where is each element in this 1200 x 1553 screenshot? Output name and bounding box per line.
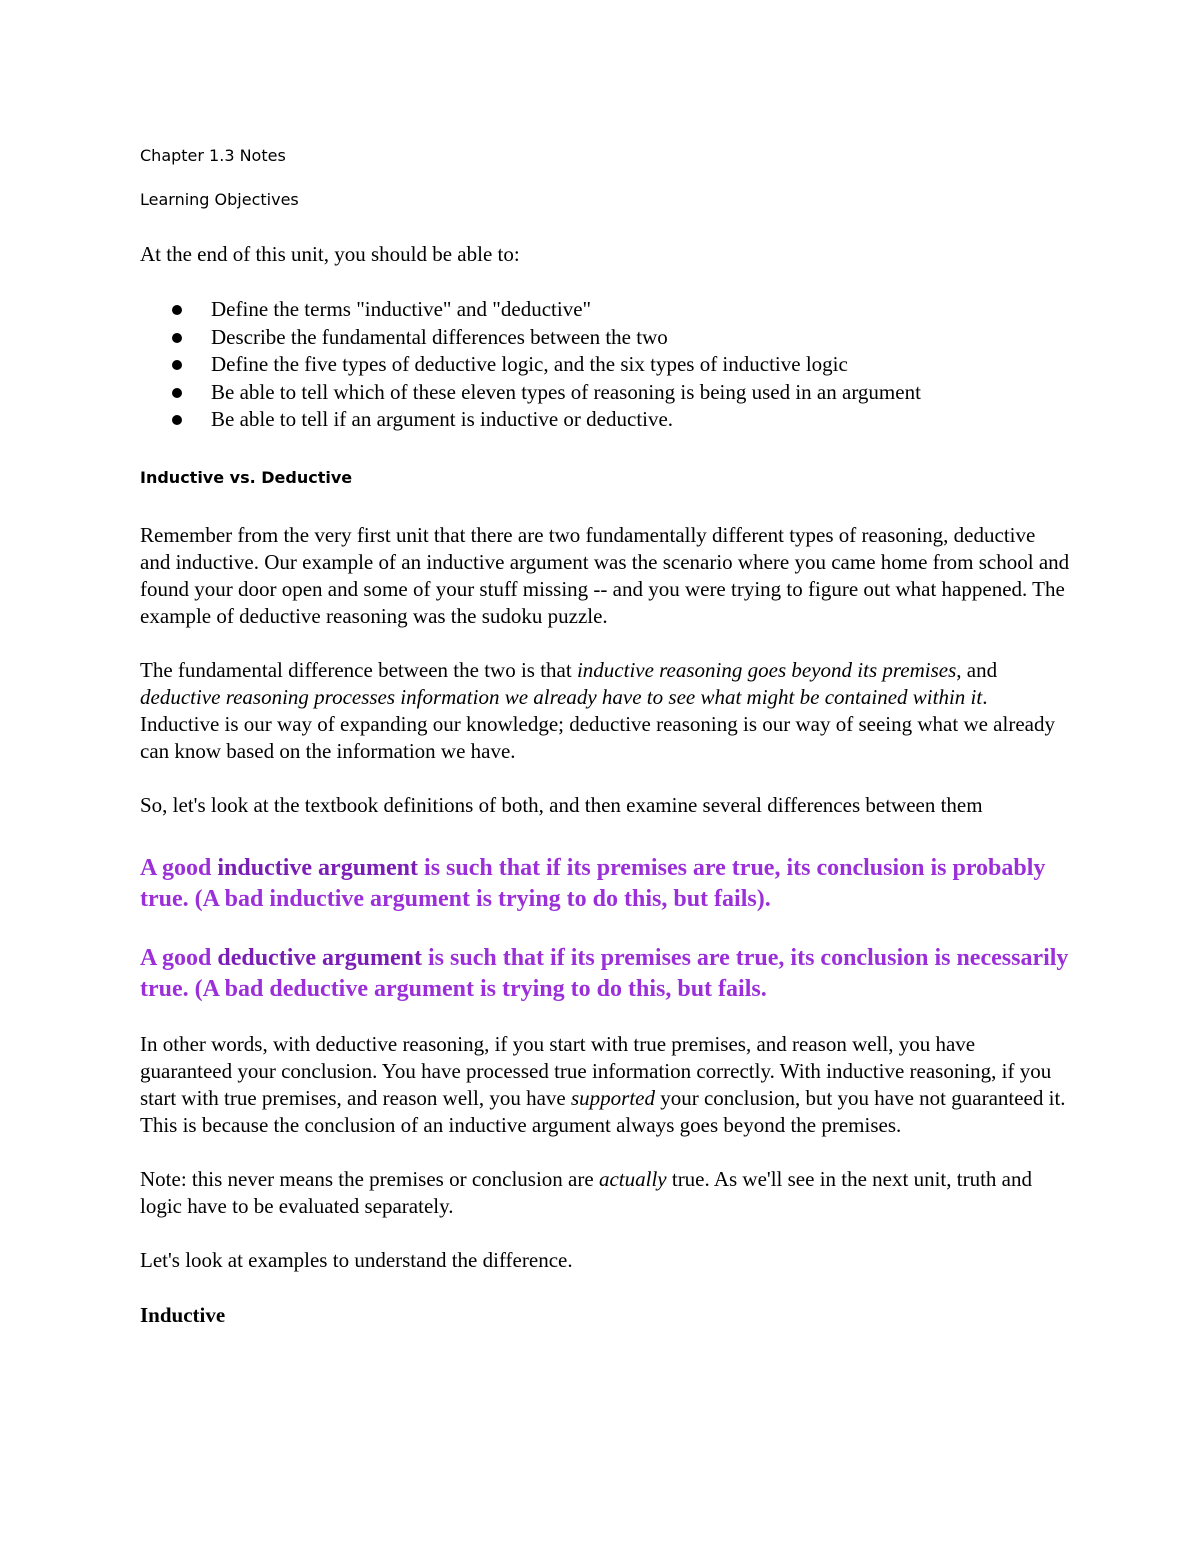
objectives-list — [140, 296, 1070, 434]
list-item — [140, 324, 1070, 352]
text-span: A good — [140, 944, 218, 971]
bullet-icon — [172, 333, 182, 343]
text-span: is such that if its premises are true, its conclusion is probably true. (A bad inductive argument is trying to do this, but fails). — [140, 854, 1046, 912]
objective-text: Define the terms "inductive" and "deductive" — [211, 297, 592, 321]
learning-objectives-heading: Learning Objectives — [140, 190, 299, 209]
definition-deductive — [140, 943, 1070, 1005]
objective-text: Be able to tell which of these eleven types of reasoning is being used in an argument — [211, 379, 921, 404]
text-span: , and — [956, 657, 998, 682]
inductive-heading: Inductive — [140, 1302, 226, 1327]
list-item — [140, 296, 1070, 324]
list-item — [140, 351, 1070, 379]
emphasis-actually: actually — [598, 1166, 667, 1191]
paragraph-in-other-words — [140, 1031, 1070, 1139]
bullet-icon — [172, 388, 182, 398]
paragraph-reasoning-types: Remember from the very first unit that there are two fundamentally different types of reasoning, deductive and inductive. Our example of an inductive argument was the scenario where you came home from school and found your door open and some of your stuff missing -- and you were trying to figure out what happened. The example of deductive reasoning was the sudoku puzzle. — [140, 522, 1070, 628]
paragraph-note — [140, 1166, 1070, 1220]
list-item — [140, 406, 1070, 434]
paragraph-fundamental-difference — [140, 657, 1070, 765]
term-inductive-argument: inductive argument — [217, 854, 419, 881]
definition-inductive — [140, 853, 1070, 915]
page-title: Chapter 1.3 Notes — [140, 146, 286, 165]
bullet-icon — [172, 360, 182, 370]
text-span: In other words, with deductive reasoning, if you start with true premises, and reason well, you have guaranteed your conclusion. You have processed true information correctly. With inductive reasoning, if you start with true premises, and reason well, you have — [140, 1031, 1052, 1110]
objective-text: Be able to tell if an argument is inductive or deductive. — [211, 407, 674, 431]
text-span: is such that if its premises are true, its conclusion is necessarily true. (A bad deductive argument is trying to do this, but fails. — [140, 944, 1069, 1002]
paragraph-examples-intro: Let's look at examples to understand the difference. — [140, 1247, 573, 1272]
text-span: your conclusion, but you have not guaranteed it. This is because the conclusion of an inductive argument always goes beyond the premises. — [140, 1085, 1066, 1137]
page-content — [140, 140, 1070, 1329]
objective-text: Describe the fundamental differences between the two — [211, 324, 668, 349]
term-deductive-argument: deductive argument — [217, 944, 423, 971]
text-span: Note: this never means the premises or conclusion are — [140, 1166, 599, 1191]
emphasis-deductive: deductive reasoning processes information we already have to see what might be contained within it — [140, 684, 983, 709]
objective-text: Define the five types of deductive logic, and the six types of inductive logic — [211, 352, 848, 376]
bullet-icon — [172, 415, 182, 425]
list-item — [140, 379, 1070, 407]
text-span: The fundamental difference between the two is that — [140, 657, 577, 682]
emphasis-inductive: inductive reasoning goes beyond its premises — [576, 657, 957, 682]
emphasis-supported: supported — [570, 1085, 655, 1110]
intro-text: At the end of this unit, you should be able to: — [140, 242, 520, 266]
text-span: true. As we'll see in the next unit, truth and logic have to be evaluated separately. — [140, 1166, 1032, 1218]
text-span: A good — [140, 854, 218, 881]
section-heading: Inductive vs. Deductive — [140, 467, 353, 487]
bullet-icon — [172, 305, 182, 315]
text-span: . Inductive is our way of expanding our knowledge; deductive reasoning is our way of seeing what we already can know based on the information we have. — [140, 684, 1055, 763]
paragraph-definitions-intro: So, let's look at the textbook definitions of both, and then examine several differences between them — [140, 792, 983, 817]
